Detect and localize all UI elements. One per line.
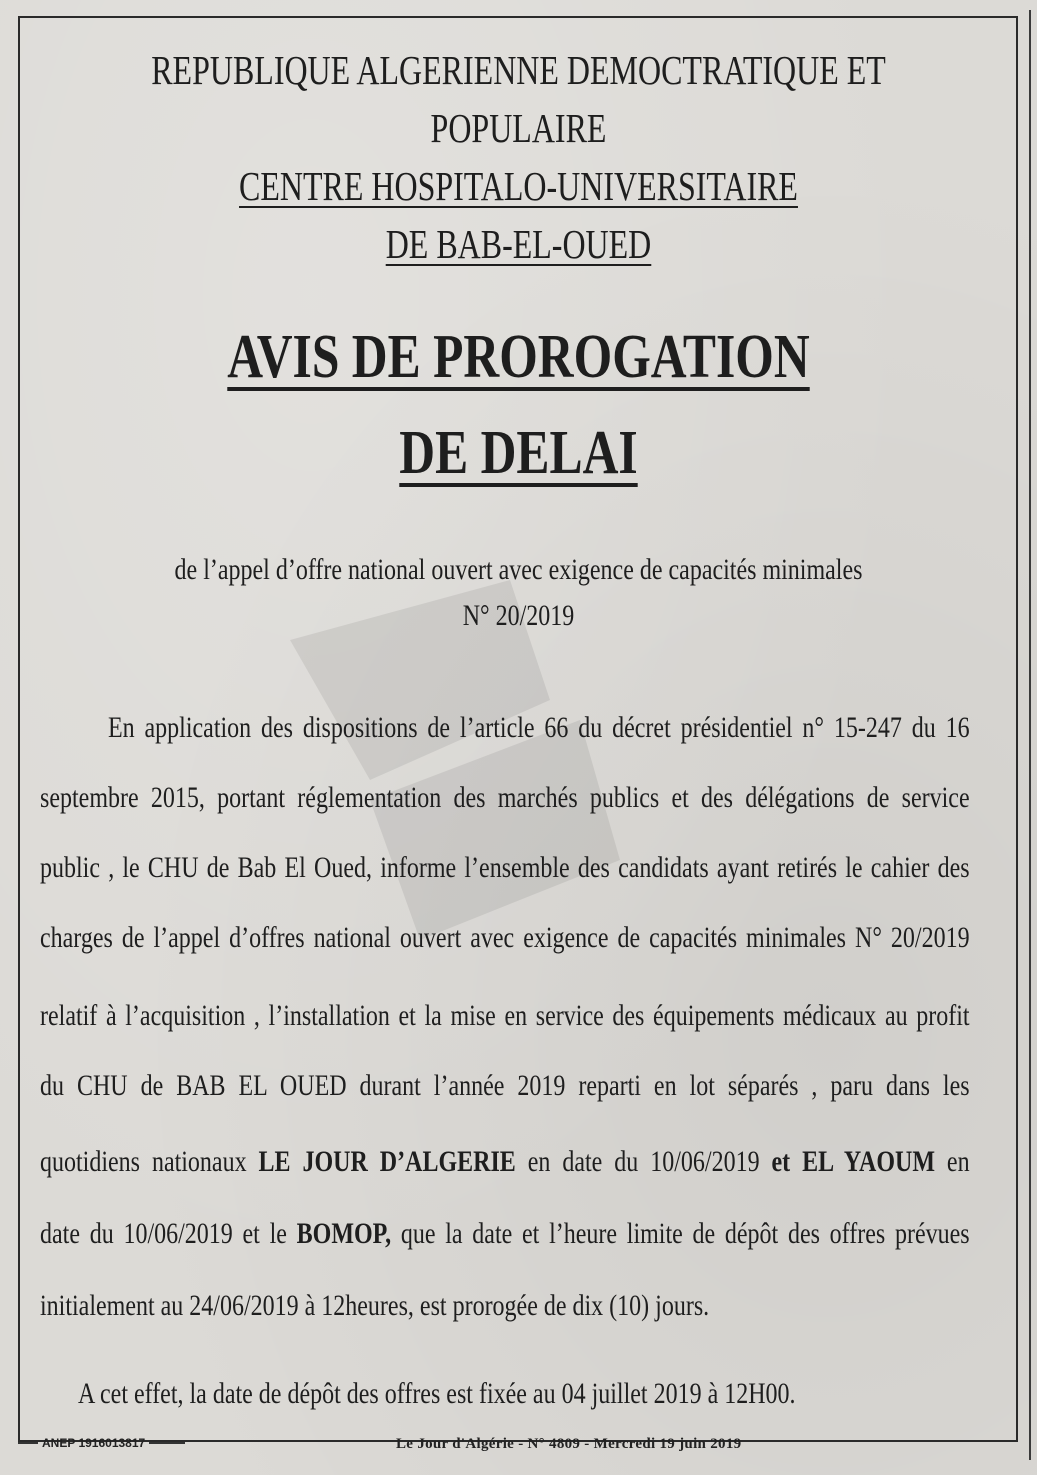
body-line-8 (40, 1214, 970, 1254)
header-hospital-line2 (114, 218, 923, 270)
newspaper-el-yaoum: et EL YAOUM (771, 1145, 935, 1178)
notice-title-line2 (104, 418, 934, 488)
text-date-1: en date du 10/06/2019 (515, 1145, 772, 1178)
bomop: BOMOP, (296, 1217, 392, 1250)
body-line-3: public , le CHU de Bab El Oued, informe l’ensemble des candidats ayant retirés le cahier des (40, 851, 970, 884)
hospital-location: DE BAB-EL-OUED (385, 221, 652, 267)
footer-publication: Le Jour d'Algérie - N° 4809 - Mercredi 19 juin 2019 (396, 1436, 742, 1452)
body-line-10: A cet effet, la date de dépôt des offres est fixée au 04 juillet 2019 à 12H00. (78, 1377, 796, 1410)
title-text-2: DE DELAI (399, 419, 638, 487)
notice-title-line1 (104, 322, 934, 392)
anep-reference: ANEP 1916013817 (42, 1436, 146, 1450)
body-line-5: relatif à l’acquisition , l’installation et la mise en service des équipements médicaux au profit (40, 999, 970, 1032)
header-republic-line2: POPULAIRE (430, 105, 607, 151)
text-en: en (934, 1145, 970, 1178)
body-line-4: charges de l’appel d’offres national ouvert avec exigence de capacités minimales N° 20/2019 (40, 921, 970, 954)
header-hospital-line1 (114, 160, 923, 212)
body-line-9: initialement au 24/06/2019 à 12heures, est prorogée de dix (10) jours. (40, 1289, 710, 1322)
subtitle-line1: de l’appel d’offre national ouvert avec exigence de capacités minimales (174, 553, 863, 586)
header-republic-line1: REPUBLIQUE ALGERIENNE DEMOCTRATIQUE ET (151, 47, 886, 93)
text-date-2: date du 10/06/2019 et le (40, 1217, 297, 1250)
body-line-1: En application des dispositions de l’article 66 du décret présidentiel n° 15-247 du 16 (108, 711, 970, 744)
body-line-7 (40, 1142, 970, 1182)
newspaper-le-jour: LE JOUR D’ALGERIE (258, 1145, 516, 1178)
text-dailies: quotidiens nationaux (40, 1145, 259, 1178)
body-line-6: du CHU de BAB EL OUED durant l’année 2019 reparti en lot séparés , paru dans les (40, 1069, 970, 1102)
body-line-2: septembre 2015, portant réglementation des marchés publics et des délégations de service (40, 781, 970, 814)
subtitle-number: N° 20/2019 (462, 599, 575, 632)
hospital-name: CENTRE HOSPITALO-UNIVERSITAIRE (239, 163, 798, 209)
title-text-1: AVIS DE PROROGATION (227, 323, 810, 391)
text-deadline: que la date et l’heure limite de dépôt des offres prévues (391, 1217, 970, 1250)
page-edge (1029, 10, 1031, 1460)
footer-anep (18, 1436, 185, 1450)
